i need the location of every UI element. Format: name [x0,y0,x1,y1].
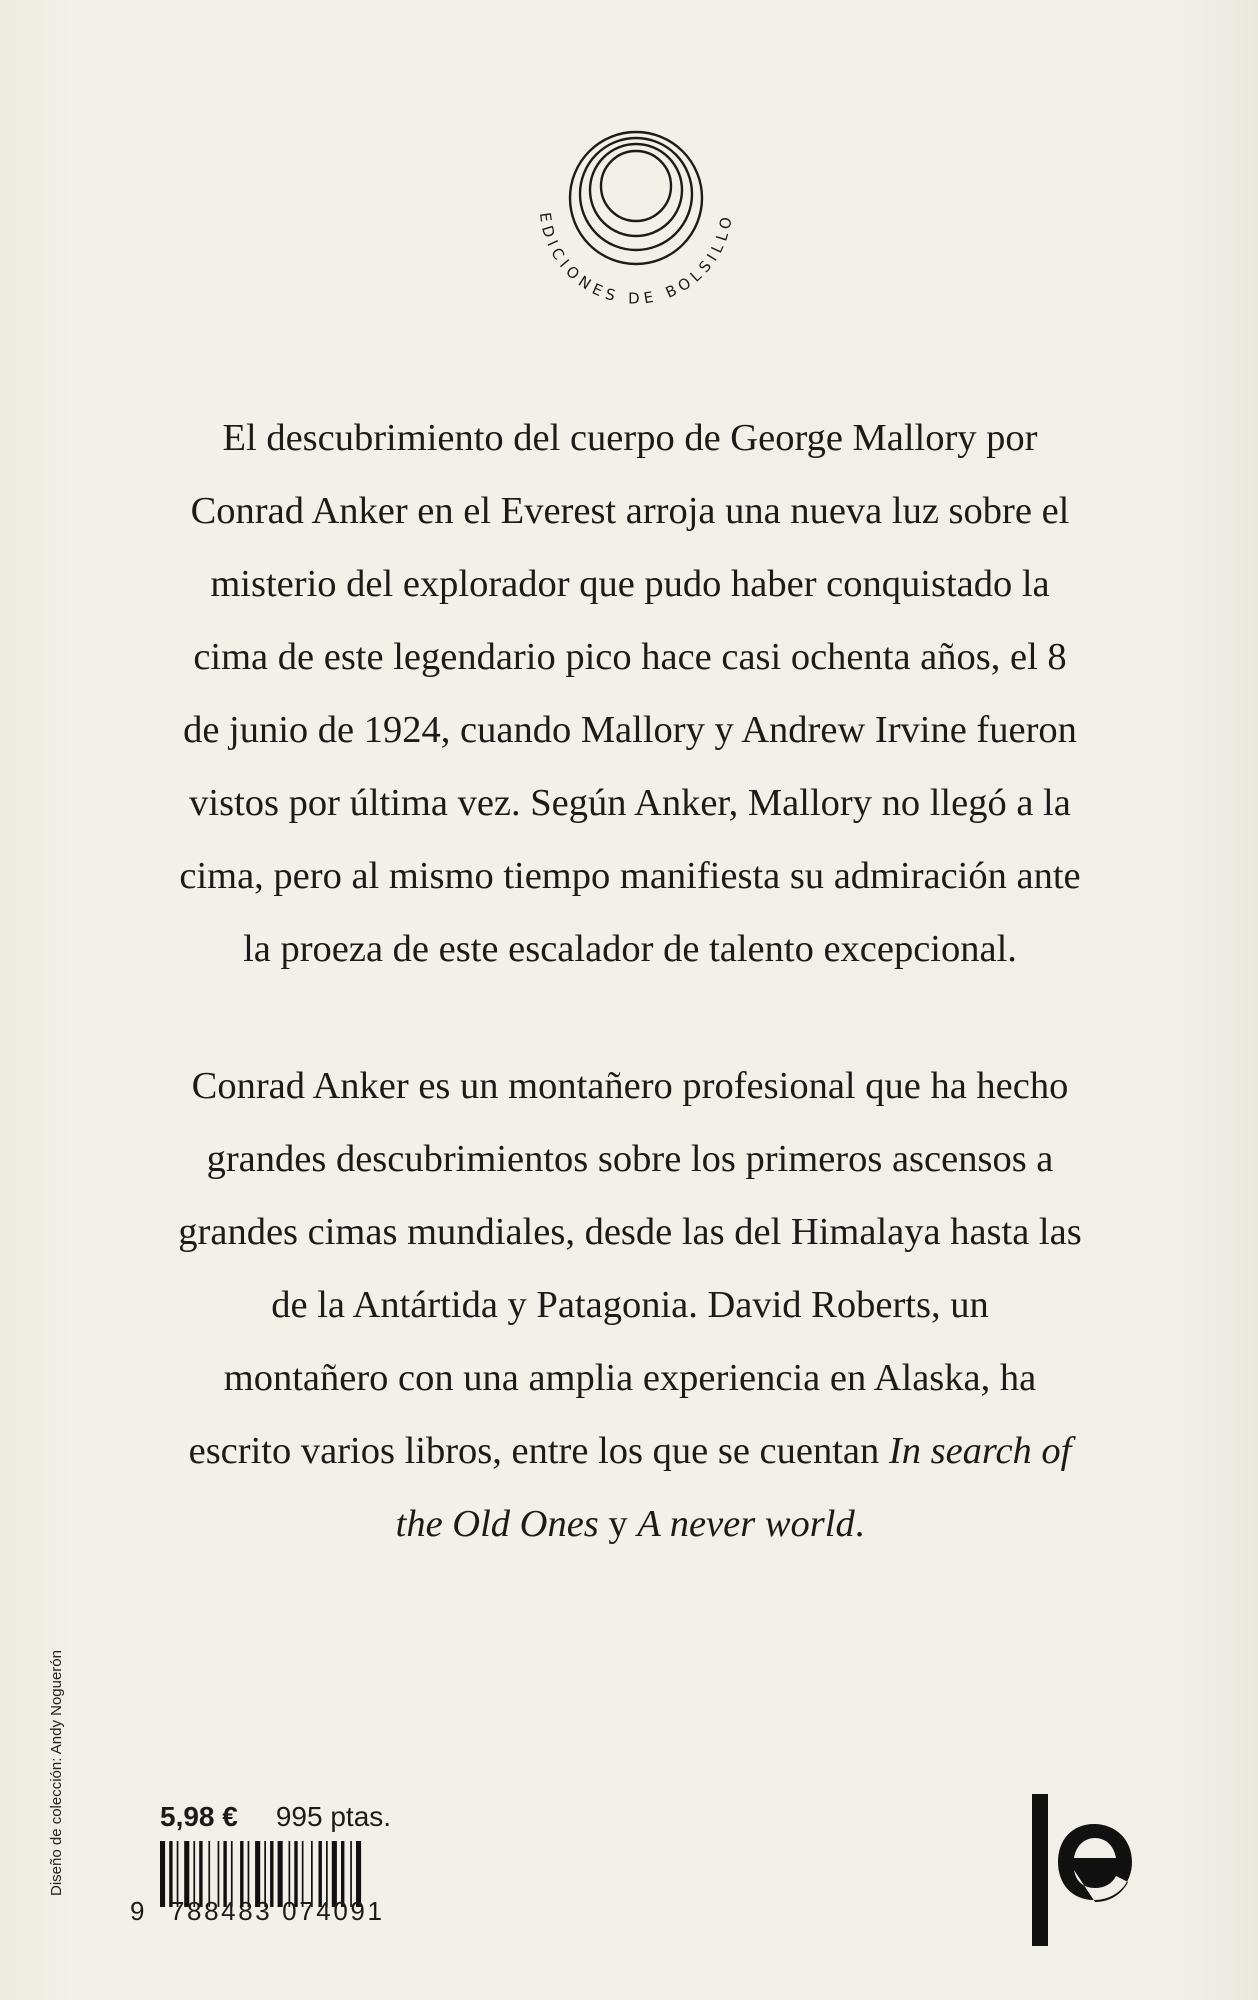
synopsis-line: vistos por última vez. Según Anker, Mallory no llegó a la [189,782,1071,824]
publisher-mark-icon [1032,1794,1140,1946]
price-ptas: 995 ptas. [275,1801,392,1832]
logo-text: EDICIONES DE BOLSILLO [535,211,737,308]
bio-line [110,1415,1150,1488]
isbn-digits: 788483 074091 [170,1896,385,1926]
author-bio-paragraph [110,1050,1150,1561]
bio-line: de la Antártida y Patagonia. David Roberts, un [271,1284,989,1326]
design-credit: Diseño de colección: Andy Noguerón [48,1650,65,1896]
barcode-bar [160,1841,165,1907]
svg-text:EDICIONES DE BOLSILLO [536,211,736,307]
bio-text: escrito varios libros, entre los que se cuentan [188,1430,889,1472]
synopsis-line: misterio del explorador que pudo haber conquistado la [210,563,1050,605]
synopsis-line: de junio de 1924, cuando Mallory y Andrew Irvine fueron [183,709,1077,751]
book-title-1-cont: the Old Ones [395,1503,599,1545]
synopsis-line: El descubrimiento del cuerpo de George Mallory por [222,417,1038,459]
book-title-2: A never world [637,1503,855,1545]
bio-line [110,1488,1150,1561]
price-label [160,1801,391,1833]
price-euro: 5,98 € [160,1801,238,1832]
isbn-lead-digit: 9 [130,1896,145,1926]
bio-line: Conrad Anker es un montañero profesional que ha hecho [191,1065,1069,1107]
bio-joiner: y [598,1503,638,1545]
bio-line: grandes cimas mundiales, desde las del Himalaya hasta las [178,1211,1082,1253]
bio-line: montañero con una amplia experiencia en Alaska, ha [223,1357,1037,1399]
bio-end: . [854,1503,865,1545]
synopsis-line: Conrad Anker en el Everest arroja una nueva luz sobre el [190,490,1070,532]
synopsis-line: cima de este legendario pico hace casi ochenta años, el 8 [193,636,1067,678]
concentric-circles-logo [520,112,752,344]
book-title-1: In search of [888,1430,1072,1472]
synopsis-line: la proeza de este escalador de talento excepcional. [243,928,1017,970]
bio-line: grandes descubrimientos sobre los primeros ascensos a [206,1138,1054,1180]
synopsis-line: cima, pero al mismo tiempo manifiesta su admiración ante [179,855,1081,897]
synopsis-paragraph [110,402,1150,986]
